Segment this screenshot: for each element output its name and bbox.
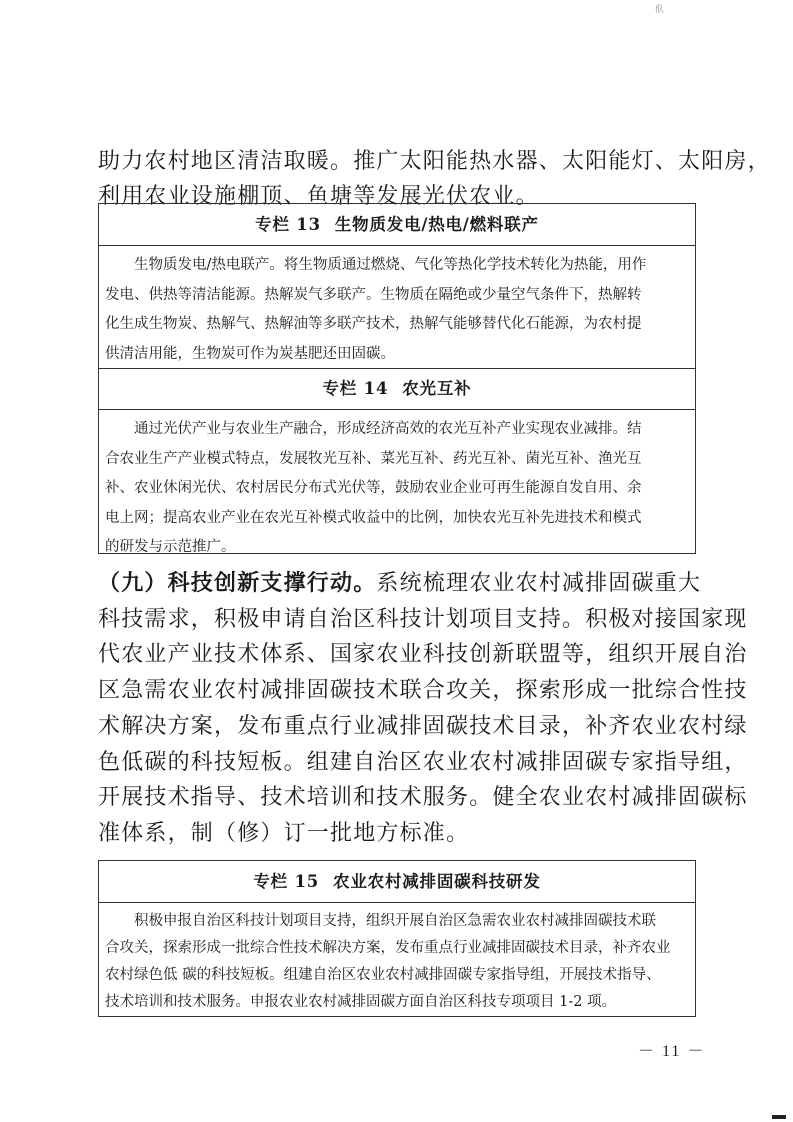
paragraph-line: 色低碳的科技短板。组建自治区农业农村减排固碳专家指导组， bbox=[98, 749, 748, 775]
column-text-line: 合农业生产产业模式特点，发展牧光互补、菜光互补、药光互补、菌光互补、渔光互 bbox=[105, 450, 642, 467]
column-text-line: 化生成生物炭、热解气、热解油等多联产技术，热解气能够替代化石能源，为农村提 bbox=[105, 316, 642, 332]
scan-edge-mark bbox=[772, 1115, 786, 1119]
column-number: 专栏 15 bbox=[253, 872, 320, 891]
paragraph-line bbox=[98, 566, 702, 602]
column-text-line: 补、农业休闲光伏、农村居民分布式光伏等，鼓励农业企业可再生能源自发自用、余 bbox=[105, 480, 642, 496]
column-box-title bbox=[99, 861, 695, 903]
column-title: 生物质发电/热电/燃料联产 bbox=[334, 215, 539, 234]
paragraph-line: 科技需求，积极申请自治区科技计划项目支持。积极对接国家现 bbox=[98, 606, 748, 632]
column-box-title bbox=[99, 204, 695, 246]
column-box-13 bbox=[98, 203, 696, 369]
column-title: 农光互补 bbox=[402, 379, 472, 398]
column-title: 农业农村减排固碳科技研发 bbox=[333, 872, 541, 891]
column-text-line: 电上网；提高农业产业在农光互补模式收益中的比例，加快农光互补先进技术和模式 bbox=[105, 509, 642, 526]
paragraph-line: 准体系，制（修）订一批地方标准。 bbox=[98, 820, 470, 846]
column-text-line: 的研发与示范推广。 bbox=[105, 539, 236, 555]
paragraph-line: 术解决方案，发布重点行业减排固碳技术目录，补齐农业农村绿 bbox=[98, 713, 748, 739]
column-box-15 bbox=[98, 860, 696, 1017]
section-text: 系统梳理农业农村减排固碳重大 bbox=[376, 571, 702, 596]
page-number: － 11 － bbox=[638, 1043, 706, 1060]
column-number: 专栏 13 bbox=[255, 215, 321, 234]
section-heading: （九）科技创新支撑行动。 bbox=[98, 570, 377, 596]
column-text-line: 发电、供热等清洁能源。热解炭气多联产。生物质在隔绝或少量空气条件下，热解转 bbox=[105, 286, 642, 303]
paragraph-line: 利用农业设施棚顶、鱼塘等发展光伏农业。 bbox=[98, 184, 539, 209]
column-text-line: 通过光伏产业与农业生产融合，形成经济高效的农光互补产业实现农业减排。结 bbox=[105, 421, 642, 437]
column-text-line: 生物质发电/热电联产。将生物质通过燃烧、气化等热化学技术转化为热能，用作 bbox=[105, 257, 647, 273]
paragraph-line: 区急需农业农村减排固碳技术联合攻关，探索形成一批综合性技 bbox=[98, 678, 748, 704]
column-box-body bbox=[99, 903, 695, 1016]
paragraph-line: 代农业产业技术体系、国家农业科技创新联盟等，组织开展自治 bbox=[98, 642, 748, 668]
column-text-line: 合攻关，探索形成一批综合性技术解决方案，发布重点行业减排固碳技术目录，补齐农业 bbox=[105, 940, 671, 956]
column-box-14 bbox=[98, 368, 696, 554]
column-text-line: 技术培训和技术服务。申报农业农村减排固碳方面自治区科技专项项目 1-2 项。 bbox=[105, 994, 617, 1010]
column-box-title bbox=[99, 368, 695, 410]
column-box-body bbox=[99, 410, 695, 563]
paragraph-line: 助力农村地区清洁取暖。推广太阳能热水器、太阳能灯、太阳房， bbox=[98, 149, 771, 174]
column-number: 专栏 14 bbox=[322, 379, 389, 398]
column-box-body bbox=[99, 246, 695, 369]
column-text-line: 供清洁用能，生物炭可作为炭基肥还田固碳。 bbox=[105, 345, 395, 362]
page-corner-mark: 㐺 bbox=[655, 5, 665, 15]
column-text-line: 农村绿色低 碳的科技短板。组建自治区农业农村减排固碳专家指导组，开展技术指导、 bbox=[105, 967, 661, 983]
paragraph-line: 开展技术指导、技术培训和技术服务。健全农业农村减排固碳标 bbox=[98, 785, 748, 811]
column-text-line: 积极申报自治区科技计划项目支持，组织开展自治区急需农业农村减排固碳技术联 bbox=[105, 913, 656, 929]
section-paragraph bbox=[98, 566, 748, 852]
